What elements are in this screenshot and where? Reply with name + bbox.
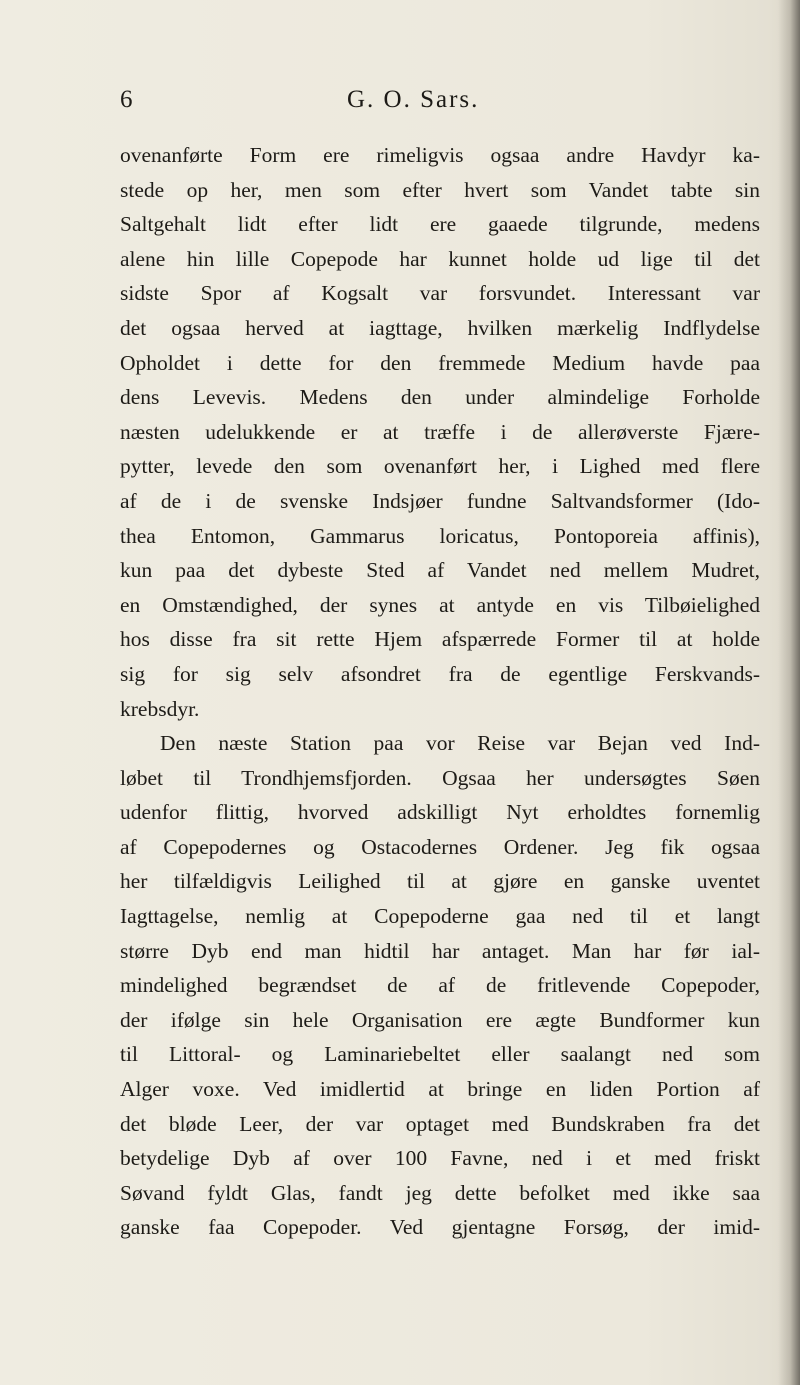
- text-line: sig for sig selv afsondret fra de egentlige Ferskvands-: [120, 661, 760, 686]
- text-line: Opholdet i dette for den fremmede Medium havde paa: [120, 350, 760, 375]
- text-line: af de i de svenske Indsjøer fundne Saltvandsformer (Ido-: [120, 488, 760, 513]
- text-line: Alger voxe. Ved imidlertid at bringe en liden Portion af: [120, 1077, 760, 1102]
- text-line: dens Levevis. Medens den under almindelige Forholde: [120, 385, 760, 410]
- text-line: alene hin lille Copepode har kunnet holde ud lige til det: [120, 246, 760, 271]
- text-line: til Littoral- og Laminariebeltet eller saalangt ned som: [120, 1042, 760, 1067]
- text-line: Iagttagelse, nemlig at Copepoderne gaa ned til et langt: [120, 904, 760, 929]
- text-line: større Dyb end man hidtil har antaget. Man har før ial-: [120, 938, 760, 963]
- page-edge-shadow: [778, 0, 800, 1385]
- text-line: kun paa det dybeste Sted af Vandet ned mellem Mudret,: [120, 558, 760, 583]
- running-head: G. O. Sars.: [347, 86, 480, 113]
- text-line: løbet til Trondhjemsfjorden. Ogsaa her undersøgtes Søen: [120, 765, 760, 790]
- page-header: [120, 86, 760, 116]
- text-line: sidste Spor af Kogsalt var forsvundet. Interessant var: [120, 281, 760, 306]
- page-number: 6: [120, 86, 134, 113]
- text-line: Søvand fyldt Glas, fandt jeg dette befolket med ikke saa: [120, 1180, 760, 1205]
- text-line: hos disse fra sit rette Hjem afspærrede Former til at holde: [120, 627, 760, 652]
- text-line: det bløde Leer, der var optaget med Bundskraben fra det: [120, 1111, 760, 1136]
- text-line: mindelighed begrændset de af de fritlevende Copepoder,: [120, 973, 760, 998]
- paragraph-end-line: krebsdyr.: [120, 696, 200, 721]
- text-line: det ogsaa herved at iagttage, hvilken mærkelig Indflydelse: [120, 315, 760, 340]
- text-line: ovenanførte Form ere rimeligvis ogsaa andre Havdyr ka-: [120, 143, 760, 167]
- text-line: her tilfældigvis Leilighed til at gjøre en ganske uventet: [120, 869, 760, 894]
- text-line: betydelige Dyb af over 100 Favne, ned i et med friskt: [120, 1146, 760, 1171]
- text-line: en Omstændighed, der synes at antyde en vis Tilbøielighed: [120, 592, 760, 617]
- text-line: udenfor flittig, hvorved adskilligt Nyt erholdtes fornemlig: [120, 800, 760, 825]
- text-line: stede op her, men som efter hvert som Vandet tabte sin: [120, 177, 760, 202]
- text-line: Saltgehalt lidt efter lidt ere gaaede tilgrunde, medens: [120, 212, 760, 237]
- text-line: der ifølge sin hele Organisation ere ægte Bundformer kun: [120, 1007, 760, 1032]
- text-line: thea Entomon, Gammarus loricatus, Pontoporeia affinis),: [120, 523, 760, 548]
- text-line: af Copepodernes og Ostacodernes Ordener. Jeg fik ogsaa: [120, 834, 760, 859]
- paragraph-start-line: Den næste Station paa vor Reise var Bejan ved Ind-: [160, 731, 760, 756]
- text-line: pytter, levede den som ovenanført her, i Lighed med flere: [120, 454, 760, 479]
- text-line: ganske faa Copepoder. Ved gjentagne Forsøg, der imid-: [120, 1215, 760, 1240]
- body-text: [120, 138, 760, 1245]
- text-line: næsten udelukkende er at træffe i de allerøverste Fjære-: [120, 419, 760, 444]
